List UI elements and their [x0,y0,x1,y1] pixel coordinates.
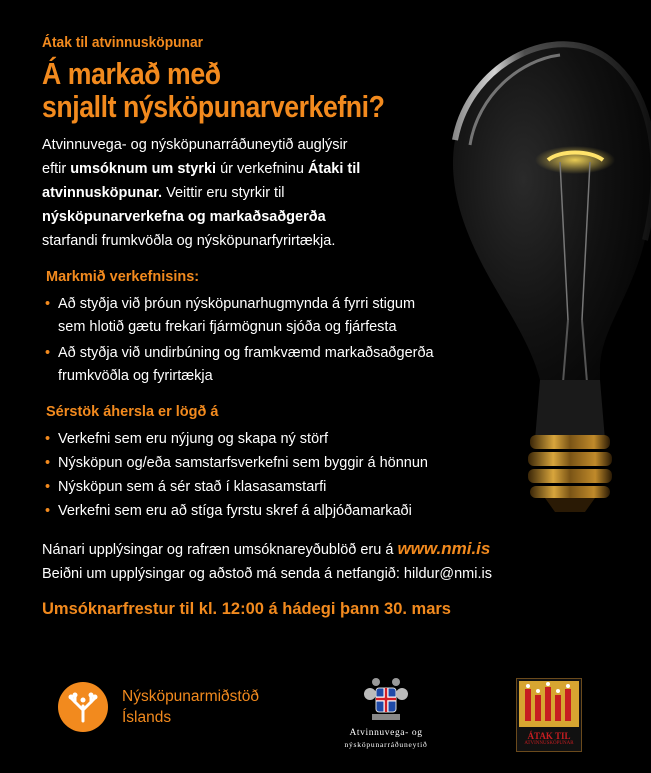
ad-content [42,34,602,619]
kicker: Átak til atvinnusköpunar [42,34,204,51]
list-item: • Nýsköpun sem á sér stað í klasasamstarfi [42,476,602,499]
coat-of-arms-icon [362,678,410,724]
headline-line-2: snjallt nýsköpunarverkefni? [42,89,385,124]
nmi-logo-text [122,686,259,728]
goals-list [42,293,602,388]
headline [42,57,524,123]
ministry-logo [316,678,456,749]
intro-text: eftir [42,161,71,177]
item-line: • Að styðja við undirbúning og framkvæmd markaðsaðgerða [58,345,434,361]
intro-bold: nýsköpunarverkefna og markaðsaðgerða [42,209,326,225]
ministry-logo-line-1: Atvinnuvega- og [349,728,423,738]
list-item [42,293,602,339]
tree-logo-icon [58,682,108,732]
intro-line [42,181,382,205]
info-line-2: Beiðni um upplýsingar og aðstoð má senda á netfangið: hildur@nmi.is [42,566,492,582]
item-line: • Að styðja við þróun nýsköpunarhugmynda á fyrri stigum [58,296,416,312]
intro-bold: Átaki til [307,161,361,177]
atak-logo [516,678,582,752]
nmi-logo [58,682,259,732]
list-item: • Verkefni sem eru að stíga fyrstu skref á alþjóðamarkaði [42,500,602,523]
intro-line: starfandi frumkvöðla og nýsköpunarfyrirtækja. [42,233,336,249]
focus-title: Sérstök áhersla er lögð á [46,404,219,420]
atak-logo-line-1: ÁTAK TIL [527,731,571,741]
atak-logo-line-2: ATVINNUSKÖPUNAR [524,741,574,746]
intro-text: úr verkefninu [216,161,308,177]
intro-text: Veittir eru styrkir til [162,185,285,201]
intro-bold: atvinnusköpunar. [42,185,163,201]
intro-bold: umsóknum um styrki [70,161,217,177]
list-item: • Nýsköpun og/eða samstarfsverkefni sem byggir á hönnun [42,452,602,475]
website-link[interactable]: www.nmi.is [397,539,491,558]
ministry-logo-line-2: nýsköpunarráðuneytið [344,740,428,749]
info-line-1 [42,537,602,562]
goals-title: Markmið verkefnisins: [46,269,200,285]
list-item [42,342,602,388]
focus-list [42,428,602,523]
headline-line-1: Á markað með [42,56,221,91]
nmi-logo-line-2: Íslands [122,709,172,726]
item-line: sem hlotið gætu frekari fjármögnun sjóða og fjárfesta [58,319,397,335]
intro-line [42,157,382,181]
nmi-logo-line-1: Nýsköpunarmiðstöð [122,688,259,705]
intro-line [42,205,382,229]
info-text: Nánari upplýsingar og rafræn umsóknareyðublöð eru á [42,542,398,558]
info-block [42,537,602,586]
intro-paragraph [42,133,382,253]
atak-logo-icon [517,679,581,729]
deadline: Umsóknarfrestur til kl. 12:00 á hádegi þann 30. mars [42,600,451,618]
list-item: • Verkefni sem eru nýjung og skapa ný störf [42,428,602,451]
intro-line: Atvinnuvega- og nýsköpunarráðuneytið auglýsir [42,137,348,153]
item-line: frumkvöðla og fyrirtækja [58,368,213,384]
